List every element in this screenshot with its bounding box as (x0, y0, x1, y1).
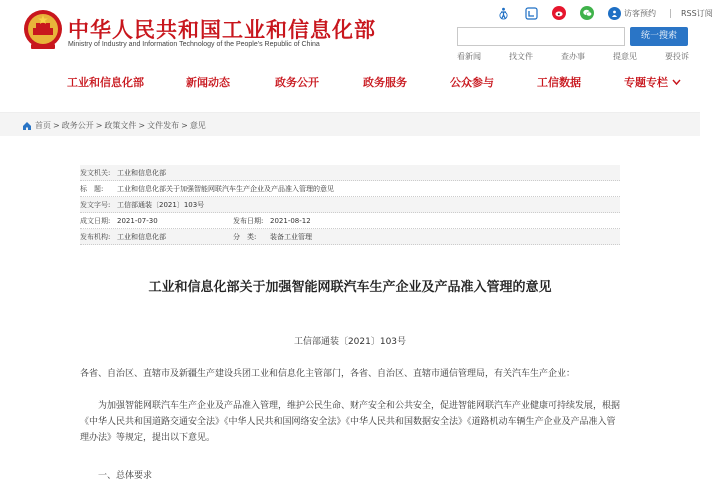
info-label: 发布日期: (233, 216, 264, 225)
home-icon (22, 121, 32, 131)
info-label: 发布机构: (80, 232, 111, 241)
visit-icon (608, 7, 621, 20)
intro-paragraph: 为加强智能网联汽车生产企业及产品准入管理，维护公民生命、财产安全和公共安全，促进智能网联汽车产业健康可持续发展，根据《中华人民共和国道路交通安全法》《中华人民共和国网络安全法》《中华人民共和国数据安全法》《道路机动车辆生产企业及产品准入管理办法》等规定，提出以下意见。 (80, 401, 621, 443)
national-emblem-icon[interactable] (22, 8, 64, 52)
top-utility-bar (496, 5, 713, 21)
site-title[interactable]: 中华人民共和国工业和信息化部 (68, 18, 376, 42)
quick-links (457, 51, 689, 62)
info-row-title (80, 181, 620, 197)
document-number: 工信部通装〔2021〕103号 (293, 337, 407, 347)
visit-label: 访客预约 (624, 8, 656, 18)
nav-item-participation[interactable] (450, 74, 494, 90)
search-button[interactable]: 统一搜索 (630, 27, 688, 46)
nav-label: 政务服务 (363, 76, 407, 89)
nav-label: 公众参与 (450, 76, 494, 89)
nav-label: 工业和信息化部 (67, 76, 144, 89)
weibo-icon[interactable] (552, 6, 566, 20)
breadcrumb-open-gov[interactable]: 政务公开 (61, 121, 94, 130)
breadcrumb-policy[interactable]: 政策文件 (104, 121, 137, 130)
info-row-issuer (80, 165, 620, 181)
quick-link-suggestions[interactable]: 提意见 (613, 52, 637, 61)
search-input[interactable] (457, 27, 625, 46)
info-value: 2021-08-12 (270, 216, 311, 225)
nav-label: 新闻动态 (186, 76, 230, 89)
nav-item-data[interactable] (537, 74, 581, 90)
info-label: 分 类: (233, 232, 257, 241)
info-row-docno (80, 197, 620, 213)
visit-appointment-link[interactable] (608, 7, 656, 20)
site-header (0, 0, 713, 62)
breadcrumb-home[interactable]: 首页 (35, 121, 51, 130)
document-title: 工业和信息化部关于加强智能网联汽车生产企业及产品准入管理的意见 (148, 280, 552, 295)
breadcrumb-separator: > (95, 121, 103, 130)
breadcrumb-separator: > (138, 121, 146, 130)
info-value: 工业和信息化部 (117, 168, 166, 177)
info-row-dates (80, 213, 620, 229)
info-label: 成文日期: (80, 216, 111, 225)
info-label: 发文字号: (80, 200, 111, 209)
nav-item-news[interactable] (186, 74, 230, 90)
salutation-paragraph: 各省、自治区、直辖市及新疆生产建设兵团工业和信息化主管部门，各省、自治区、直辖市通信管理局，有关汽车生产企业： (80, 369, 576, 379)
info-label: 发文机关: (80, 168, 111, 177)
quick-link-complaints[interactable]: 要投诉 (665, 52, 689, 61)
breadcrumb-current[interactable]: 意见 (189, 121, 206, 130)
info-value: 工信部通装〔2021〕103号 (117, 200, 205, 209)
breadcrumb-separator: > (53, 121, 60, 130)
elder-mode-icon[interactable] (524, 6, 538, 20)
accessibility-icon[interactable] (496, 6, 510, 20)
nav-item-services[interactable] (363, 74, 407, 90)
info-value: 工业和信息化部 (117, 232, 166, 241)
breadcrumb (22, 120, 206, 131)
quick-link-services[interactable]: 查办事 (561, 52, 585, 61)
info-value: 工业和信息化部关于加强智能网联汽车生产企业及产品准入管理的意见 (117, 184, 334, 193)
nav-item-topics[interactable] (624, 74, 681, 90)
info-label: 标 题: (80, 184, 104, 193)
document-info-table (80, 165, 620, 245)
nav-item-miit[interactable] (67, 74, 144, 90)
nav-item-open-gov[interactable] (275, 74, 319, 90)
nav-label: 专题专栏 (624, 76, 668, 89)
info-value: 2021-07-30 (117, 216, 158, 225)
info-row-org (80, 229, 620, 245)
nav-label: 工信数据 (537, 76, 581, 89)
wechat-icon[interactable] (580, 6, 594, 20)
chevron-down-icon (672, 79, 681, 85)
info-value: 装备工业管理 (270, 232, 312, 241)
quick-link-files[interactable]: 找文件 (509, 52, 533, 61)
rss-link[interactable]: RSS订阅 (681, 8, 713, 18)
divider (670, 9, 671, 18)
quick-link-news[interactable]: 看新闻 (457, 52, 481, 61)
nav-label: 政务公开 (275, 76, 319, 89)
site-subtitle: Ministry of Industry and Information Technology of the People's Republic of China (68, 41, 320, 48)
breadcrumb-separator: > (181, 121, 188, 130)
breadcrumb-publish[interactable]: 文件发布 (147, 121, 180, 130)
main-nav (0, 74, 700, 96)
section-heading: 一、总体要求 (98, 471, 153, 481)
